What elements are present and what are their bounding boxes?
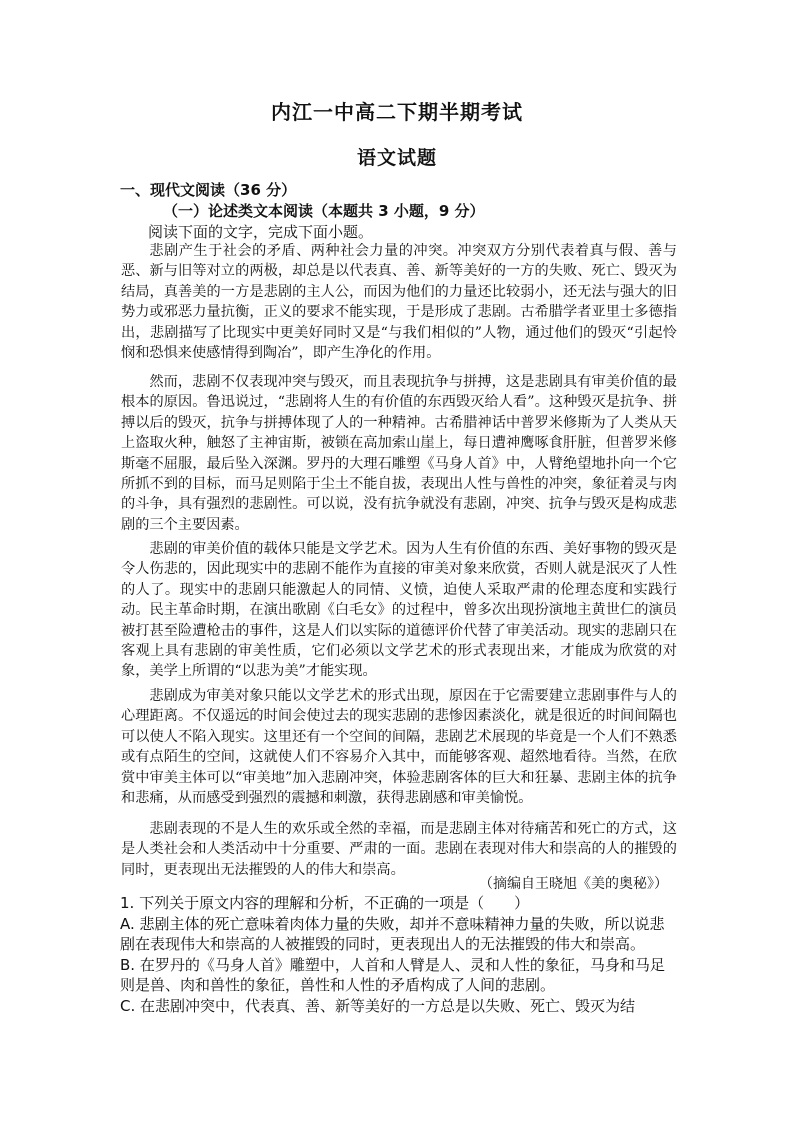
question-option-b: B. 在罗丹的《马身人首》雕塑中，人首和人臂是人、灵和人性的象征，马身和马足则是兽、肉和兽性的象征，兽性和人性的矛盾构成了人间的悲剧。 [120,955,665,994]
article-paragraph: 悲剧的审美价值的载体只能是文学艺术。因为人生有价值的东西、美好事物的毁灭是令人伤悲的，因此现实中的悲剧不能作为直接的审美对象来欣赏，否则人就是泯灭了人性的人了。现实中的悲剧只能激起人的同情、义愤，迫使人采取严肃的伦理态度和实践行动。民主革命时期，在演出歌剧《白毛女》的过程中，曾多次出现扮演地主黄世仁的演员被打甚至险遭枪击的事件，这是人们以实际的道德评价代替了审美活动。现实的悲剧只在客观上具有悲剧的审美性质，它们必须以文学艺术的形式表现出来，才能成为欣赏的对象，美学上所谓的“以悲为美”才能实现。 [121,541,677,680]
section-subheading: （一）论述类文本阅读（本题共 3 小题，9 分） [163,202,485,220]
exam-title: 内江一中高二下期半期考试 [271,100,523,124]
article-paragraph: 悲剧成为审美对象只能以文学艺术的形式出现，原因在于它需要建立悲剧事件与人的心理距离。不仅遥远的时间会使过去的现实悲剧的悲惨因素淡化，就是很近的时间间隔也可以使人不陷入现实。这里还有一个空间的间隔，悲剧艺术展现的毕竟是一个人们不熟悉或有点陌生的空间，这就使人们不容易介入其中，而能够客观、超然地看待。当然，在欣赏中审美主体可以“审美地”加入悲剧冲突，体验悲剧客体的巨大和狂暴、悲剧主体的抗争和悲痛，从而感受到强烈的震撼和刺激，获得悲剧感和审美愉悦。 [121,688,677,807]
article-paragraph: 悲剧表现的不是人生的欢乐或全然的幸福，而是悲剧主体对待痛苦和死亡的方式，这是人类社会和人类活动中十分重要、严肃的一面。悲剧在表现对伟大和崇高的人的摧毁的同时，更表现出无法摧毁的人的伟大和崇高。 [121,821,677,878]
article-body [121,241,677,363]
question-option-a: A. 悲剧主体的死亡意味着肉体力量的失败，却并不意味精神力量的失败，所以说悲剧在表现伟大和崇高的人被摧毁的同时，更表现出人的无法摧毁的伟大和崇高。 [120,914,665,953]
article-paragraph: 然而，悲剧不仅表现冲突与毁灭，而且表现抗争与拼搏，这是悲剧具有审美价值的最根本的原因。鲁迅说过，“悲剧将人生的有价值的东西毁灭给人看”。这种毁灭是抗争、拼搏以后的毁灭，抗争与拼搏体现了人的一种精神。古希腊神话中普罗米修斯为了人类从天上盗取火种，触怒了主神宙斯，被锁在高加索山崖上，每日遭神鹰啄食肝脏，但普罗米修斯毫不屈服，最后坠入深渊。罗丹的大理石雕塑《马身人首》中，人臂绝望地扑向一个它所抓不到的目标，而马足则陷于尘土不能自拔，表现出人性与兽性的冲突，象征着灵与肉的斗争，具有强烈的悲剧性。可以说，没有抗争就没有悲剧，冲突、抗争与毁灭是构成悲剧的三个主要因素。 [121,374,677,533]
exam-subtitle: 语文试题 [356,147,437,169]
article-body [121,372,677,535]
question-option-c: C. 在悲剧冲突中，代表真、善、新等美好的一方总是以失败、死亡、毁灭为结 [120,996,636,1015]
reading-instruction: 阅读下面的文字，完成下面小题。 [148,223,374,241]
article-body [121,819,677,880]
section-heading: 一、现代文阅读（36 分） [120,181,297,199]
article-source: （摘编自王晓旭《美的奥秘》） [479,876,668,892]
question-stem: 1. 下列关于原文内容的理解和分析，不正确的一项是（ ） [120,894,530,912]
article-body [121,539,677,682]
article-body [121,686,677,808]
question-block [120,893,678,1016]
article-paragraph: 悲剧产生于社会的矛盾、两种社会力量的冲突。冲突双方分别代表着真与假、善与恶、新与旧等对立的两极，却总是以代表真、善、新等美好的一方的失败、死亡、毁灭为结局，真善美的一方是悲剧的主人公，而因为他们的力量还比较弱小，还无法与强大的旧势力或邪恶力量抗衡，正义的要求不能实现，于是形成了悲剧。古希腊学者亚里士多德指出，悲剧描写了比现实中更美好同时又是“与我们相似的”人物，通过他们的毁灭“引起怜悯和恐惧来使感情得到陶冶”，即产生净化的作用。 [121,243,677,362]
